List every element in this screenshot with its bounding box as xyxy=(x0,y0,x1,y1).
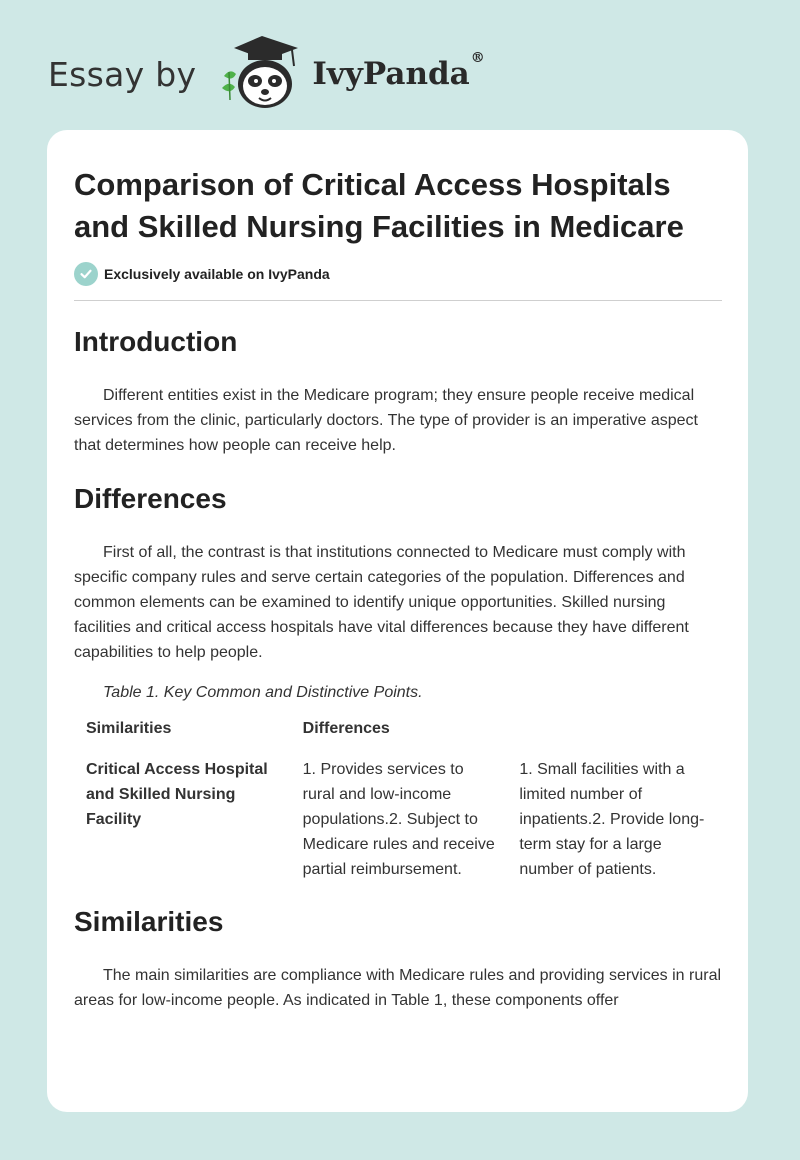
table-cell-differences: 1. Small facilities with a limited number of inpatients.2. Provide long-term stay for a large number of patients. xyxy=(519,761,705,878)
similarities-paragraph: The main similarities are compliance with Medicare rules and providing services in rural areas for low-income people. As indicated in Table 1, these components offer xyxy=(74,967,722,1009)
brand-header xyxy=(48,36,485,112)
table-row-label: Critical Access Hospital and Skilled Nursing Facility xyxy=(86,761,268,828)
section-heading-similarities: Similarities xyxy=(74,906,224,937)
section-heading-introduction: Introduction xyxy=(74,326,238,357)
article-title: Comparison of Critical Access Hospitals and Skilled Nursing Facilities in Medicare xyxy=(74,167,684,244)
article-card xyxy=(47,130,748,1112)
section-heading-differences: Differences xyxy=(74,483,227,514)
exclusive-label: Exclusively available on IvyPanda xyxy=(104,266,330,282)
table-header-cell xyxy=(507,716,724,757)
check-icon xyxy=(74,262,98,286)
brand-name: IvyPanda® xyxy=(312,50,485,92)
table-header-row xyxy=(74,716,724,757)
table-caption: Table 1. Key Common and Distinctive Points. xyxy=(103,684,423,701)
comparison-table xyxy=(74,716,724,882)
exclusive-badge xyxy=(74,262,722,301)
table-cell-similarities: 1. Provides services to rural and low-income populations.2. Subject to Medicare rules and receive partial reimbursement. xyxy=(302,761,495,878)
table-header-cell: Similarities xyxy=(86,720,172,737)
table-header-cell: Differences xyxy=(302,720,390,737)
panda-graduate-icon xyxy=(214,36,306,112)
differences-paragraph: First of all, the contrast is that institutions connected to Medicare must comply with specific company rules and serve certain categories of the population. Differences and common elements can be examined to identify unique opportunities. Skilled nursing facilities and critical access hospitals have vital differences because they have different capabilities to help people. xyxy=(74,544,689,661)
brand-prefix: Essay by xyxy=(48,54,197,94)
table-row xyxy=(74,757,724,882)
introduction-paragraph: Different entities exist in the Medicare program; they ensure people receive medical services from the clinic, particularly doctors. The type of provider is an imperative aspect that determines how people can receive help. xyxy=(74,387,698,454)
